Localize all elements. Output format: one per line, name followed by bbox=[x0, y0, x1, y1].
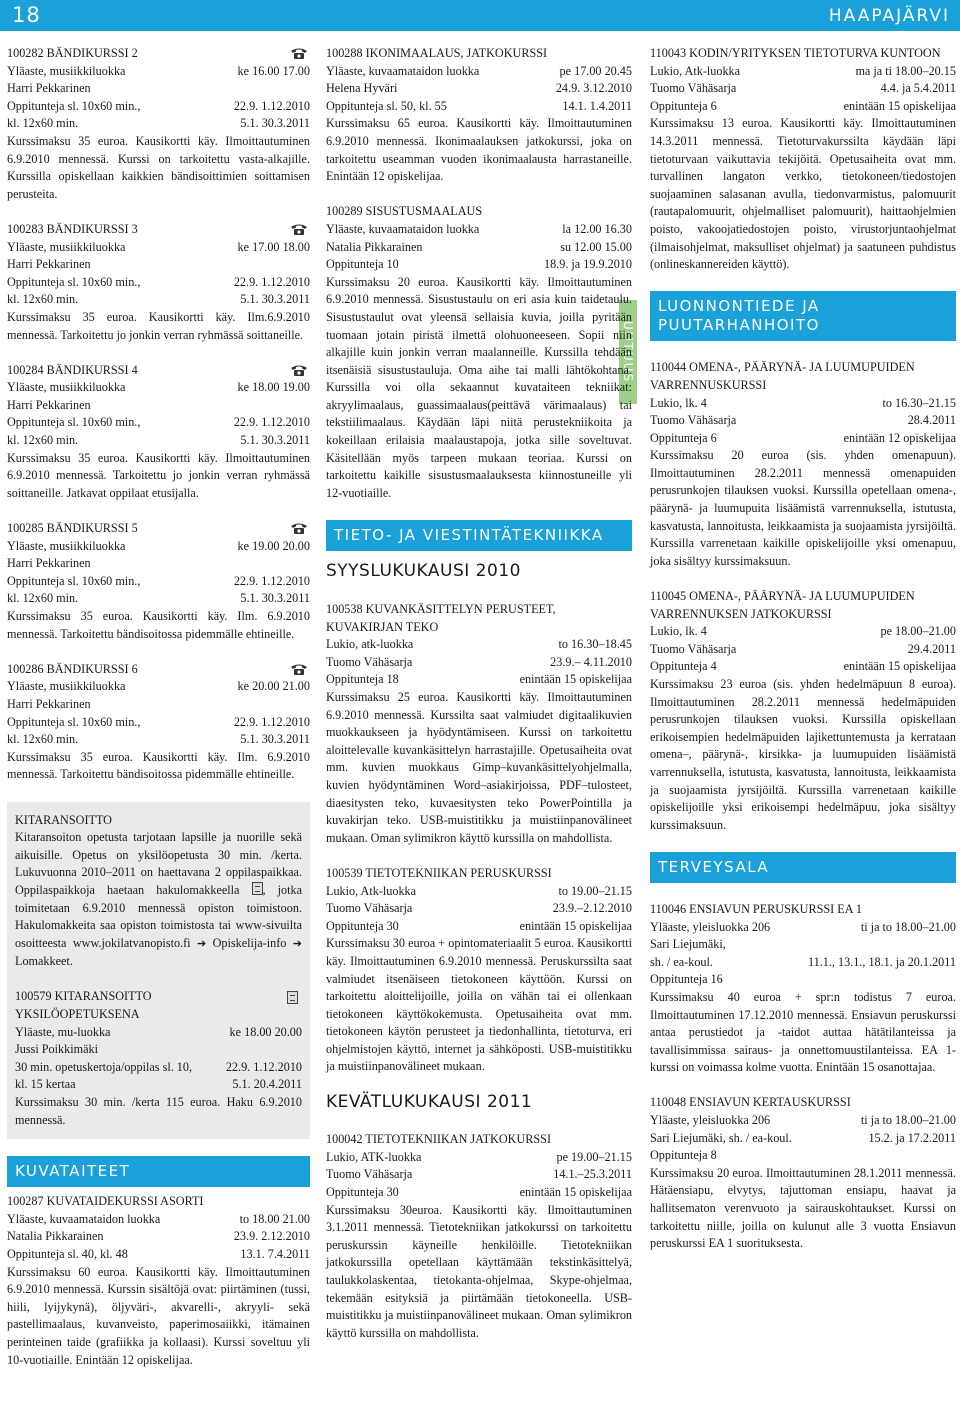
course-text: Sari Liejumäki, bbox=[650, 937, 726, 952]
course-text: Harri Pekkarinen bbox=[7, 257, 91, 272]
detail-right: 14.1.–25.3.2011 bbox=[553, 1167, 632, 1182]
course-text: Kurssimaksu 30 min. /kerta 115 euroa. Haku 6.9.2010 mennessä. bbox=[15, 1095, 302, 1127]
course-text: KUVAKIRJAN TEKO bbox=[326, 619, 439, 634]
course-entry bbox=[7, 221, 310, 344]
course-entry bbox=[650, 901, 956, 1077]
section-nature: LUONNONTIEDE JA PUUTARHANHOITO bbox=[650, 291, 956, 341]
course-detail-row bbox=[650, 430, 956, 448]
course-text: Oppitunteja 8 bbox=[650, 1148, 717, 1163]
course-detail-row bbox=[15, 1076, 302, 1094]
detail-right: 5.1. 30.3.2011 bbox=[240, 732, 310, 747]
detail-left: Oppitunteja sl. 10x60 min., bbox=[7, 714, 141, 729]
arts-course bbox=[7, 1193, 310, 1369]
course-text: Kurssimaksu 25 euroa. Kausikortti käy. Ilmoittautuminen 6.9.2010 mennessä. Kurssilta saat valmiudet digitaalikuvien muokkaukseen ja hyödyntämiseen. Kurssi on tarkoitettu aloittelevalle kuvankäsittelyn harrastajille. Opetusaiheita ovat mm. kuvien muokkaus Gimp–kuvankäsittelyohjelmalla, kuvien hyödyntäminen Word–asiakirjoissa, PDF–tulosteet, diaesitysten teko, kuvaesitysten teko PowerPointilla ja kuvakirjan teko. USB-muistitikku ja muistiinpanovälineet mukaan. Oman sylimikron käyttö kurssilla on mahdollista. bbox=[326, 690, 632, 845]
course-detail-row bbox=[7, 714, 310, 732]
course-detail-row bbox=[326, 900, 632, 918]
course-entry bbox=[326, 203, 632, 502]
detail-left: sh. / ea-koul. bbox=[650, 954, 713, 969]
course-text: 100539 TIETOTEKNIIKAN PERUSKURSSI bbox=[326, 865, 552, 880]
course-entry bbox=[326, 601, 632, 847]
course-text: 100288 IKONIMAALAUS, JATKOKURSSI bbox=[326, 46, 548, 60]
detail-right: enintään 12 opiskelijaa bbox=[843, 430, 956, 445]
course-text: 100579 KITARANSOITTO bbox=[15, 989, 152, 1004]
course-detail-row bbox=[650, 919, 956, 937]
detail-right: ke 18.00 19.00 bbox=[237, 380, 310, 395]
course-detail-row bbox=[7, 538, 310, 556]
detail-left: Yläaste, yleisluokka 206 bbox=[650, 919, 771, 934]
form-icon bbox=[252, 882, 263, 895]
course-text: Kurssimaksu 35 euroa. Kausikortti käy. Ilm. 6.9.2010 mennessä. Tarkoitettu bändisoitossa pidemmälle ehtineille. bbox=[7, 749, 310, 782]
section-ict: TIETO- JA VIESTINTÄTEKNIIKKA bbox=[326, 520, 632, 551]
detail-right: enintään 15 opiskelijaa bbox=[843, 98, 956, 113]
course-text: 110046 ENSIAVUN PERUSKURSSI EA 1 bbox=[650, 901, 862, 916]
detail-left: Natalia Pikkarainen bbox=[7, 1229, 104, 1244]
detail-left: Oppitunteja 4 bbox=[650, 659, 717, 674]
detail-right: to 18.00 21.00 bbox=[239, 1211, 310, 1226]
detail-right: ma ja ti 18.00–20.15 bbox=[855, 63, 956, 78]
detail-right: ke 18.00 20.00 bbox=[229, 1024, 302, 1039]
course-detail-row bbox=[650, 395, 956, 413]
column-middle bbox=[326, 45, 632, 1360]
detail-left: Lukio, lk. 4 bbox=[650, 624, 707, 639]
course-entry bbox=[650, 45, 956, 274]
course-text: Kurssimaksu 35 euroa. Kausikortti käy. Ilmoittautuminen 6.9.2010 mennessä. Tarkoitettu jo jonkin verran ryhmässä soittaneille. Jatkavat oppilaat etusijalla. bbox=[7, 450, 310, 500]
course-entry bbox=[650, 588, 956, 834]
course-text: Harri Pekkarinen bbox=[7, 696, 91, 711]
course-detail-row bbox=[326, 98, 632, 116]
course-text: 100042 TIETOTEKNIIKAN JATKOKURSSI bbox=[326, 1132, 552, 1147]
course-detail-row bbox=[650, 623, 956, 641]
course-text: 110043 KODIN/YRITYKSEN TIETOTURVA KUNTOON bbox=[650, 46, 941, 60]
detail-left: Yläaste, musiikkiluokka bbox=[7, 679, 126, 694]
detail-left: Oppitunteja 18 bbox=[326, 672, 399, 687]
detail-right: to 16.30–18.45 bbox=[558, 637, 632, 652]
course-detail-row bbox=[326, 221, 632, 239]
course-entry bbox=[650, 1094, 956, 1252]
town-name: HAAPAJÄRVI bbox=[828, 6, 950, 26]
detail-right: 5.1. 30.3.2011 bbox=[240, 116, 310, 131]
course-text: 100289 SISUSTUSMAALAUS bbox=[326, 204, 483, 219]
detail-right: ke 16.00 17.00 bbox=[237, 63, 310, 78]
detail-left: Oppitunteja 6 bbox=[650, 98, 717, 113]
course-entry bbox=[326, 865, 632, 1076]
course-detail-row bbox=[15, 1024, 302, 1042]
course-text: Harri Pekkarinen bbox=[7, 556, 91, 571]
detail-right: 22.9. 1.12.2010 bbox=[225, 1059, 302, 1074]
course-entry bbox=[7, 661, 310, 784]
course-entry bbox=[326, 1131, 632, 1342]
arrow-right-icon: ➔ bbox=[292, 937, 302, 950]
course-detail-row bbox=[7, 115, 310, 133]
guitar-course bbox=[15, 988, 302, 1129]
detail-right: 23.9. 2.12.2010 bbox=[233, 1229, 310, 1244]
course-detail-row bbox=[7, 239, 310, 257]
detail-left: Oppitunteja 6 bbox=[650, 430, 717, 445]
detail-left: kl. 12x60 min. bbox=[7, 433, 79, 448]
detail-right: 5.1. 30.3.2011 bbox=[240, 591, 310, 606]
course-detail-row bbox=[7, 590, 310, 608]
guitar-box bbox=[7, 802, 310, 1140]
course-detail-row bbox=[7, 731, 310, 749]
detail-left: 30 min. opetuskertoja/oppilas sl. 10, bbox=[15, 1059, 193, 1074]
detail-left: kl. 12x60 min. bbox=[7, 292, 79, 307]
course-detail-row bbox=[7, 291, 310, 309]
course-text: VARRENNUSKURSSI bbox=[650, 377, 767, 392]
detail-right: 4.4. ja 5.4.2011 bbox=[880, 81, 956, 96]
music-courses bbox=[7, 45, 310, 784]
course-detail-row bbox=[326, 1184, 632, 1202]
detail-left: Oppitunteja sl. 40, kl. 48 bbox=[7, 1247, 128, 1261]
course-text: YKSILÖOPETUKSENA bbox=[15, 1007, 140, 1022]
detail-left: Yläaste, musiikkiluokka bbox=[7, 380, 126, 395]
detail-left: kl. 12x60 min. bbox=[7, 591, 79, 606]
course-text: Kurssimaksu 20 euroa. Ilmoittautuminen 28.1.2011 mennessä. Hätäensiapu, elvytys, tajuttoman ensiapu, haavat ja hallitsematon verenvuoto ja sairauskohtaukset. Kurssi on tarkoitettu niille, joilla on kulunut alle 3 vuotta Ensiavun peruskurssi EA 1 suorituksesta. bbox=[650, 1165, 956, 1251]
course-detail-row bbox=[15, 1059, 302, 1077]
course-entry bbox=[7, 45, 310, 203]
detail-left: Oppitunteja sl. 10x60 min., bbox=[7, 573, 141, 588]
detail-right: 5.1. 30.3.2011 bbox=[240, 292, 310, 307]
course-detail-row bbox=[7, 1228, 310, 1246]
detail-left: Yläaste, kuvaamataidon luokka bbox=[326, 221, 480, 236]
detail-left: Yläaste, musiikkiluokka bbox=[7, 239, 126, 254]
detail-right: 11.1., 13.1., 18.1. ja 20.1.2011 bbox=[807, 954, 956, 969]
course-text: Kurssimaksu 20 euroa. Kausikortti käy. Ilmoittautuminen 6.9.2010 mennessä. Sisustustaulu on eri asia kuin taidetaulu. Sisustustaulut ovat yleensä sellaisia kuvia, joilla pyritään tuomaan jotain piristä ilmettä olohuoneeseen. Sopii niin alkajille kuin jonkin verran maalanneille. Kurssilla tehdään itsenäisiä sisustustauluja. Oma aihe tai malli lähtökohtana. Kurssilla voi olla sekaannut kuvataiteen tekniikat: akryylimaalaus, guassimaalaus(peittävä värimaalaus) tai tekstiilimaalaus. Käydään läpi niitä perustekniikoita ja kokeillaan erilaisia maalaustapoja, jotka sille soveltuvat. Käsitellään myös tarpeen mukaan teoriaa. Kurssi on tarkoitettu kaikille sisustusmaalauksesta kiinnostuneille yli 12-vuotiaille. bbox=[326, 274, 632, 500]
course-detail-row bbox=[650, 98, 956, 116]
phone-icon bbox=[290, 663, 308, 675]
course-detail-row bbox=[326, 256, 632, 274]
course-text: VARRENNUKSEN JATKOKURSSI bbox=[650, 606, 832, 621]
detail-right: 5.1. 30.3.2011 bbox=[240, 433, 310, 448]
detail-right: ke 20.00 21.00 bbox=[237, 679, 310, 694]
course-entry bbox=[7, 362, 310, 503]
season-autumn-2010: SYYSLUKUKAUSI 2010 bbox=[326, 561, 521, 582]
course-detail-row bbox=[326, 883, 632, 901]
course-text: 100287 KUVATAIDEKURSSI ASORTI bbox=[7, 1194, 204, 1209]
column-right bbox=[650, 45, 956, 1270]
arrow-right-icon: ➔ bbox=[196, 937, 207, 950]
course-text: 100285 BÄNDIKURSSI 5 bbox=[7, 521, 138, 536]
course-detail-row bbox=[7, 414, 310, 432]
detail-right: enintään 15 opiskelijaa bbox=[519, 1185, 632, 1200]
detail-right: enintään 15 opiskelijaa bbox=[843, 659, 956, 674]
course-detail-row bbox=[326, 654, 632, 672]
detail-right: to 19.00–21.15 bbox=[558, 883, 632, 898]
course-detail-row bbox=[326, 636, 632, 654]
course-detail-row bbox=[650, 1130, 956, 1148]
course-detail-row bbox=[7, 63, 310, 81]
detail-left: Oppitunteja 30 bbox=[326, 918, 399, 933]
course-text: 100282 BÄNDIKURSSI 2 bbox=[7, 46, 138, 60]
detail-right: 14.1. 1.4.2011 bbox=[562, 98, 632, 113]
detail-right: 22.9. 1.12.2010 bbox=[233, 98, 310, 113]
detail-left: Yläaste, kuvaamataidon luokka bbox=[7, 1211, 161, 1226]
detail-right: 15.2. ja 17.2.2011 bbox=[868, 1130, 956, 1145]
detail-left: Lukio, atk-luokka bbox=[326, 637, 414, 652]
phone-icon bbox=[290, 47, 308, 59]
course-text: Kurssimaksu 60 euroa. Kausikortti käy. Ilmoittautuminen 6.9.2010 mennessä. Kurssin sisältöjä ovat: piirtäminen (tussi, hiili, lyijykynä), öljyväri-, akvarelli-, akryyli- sekä pastellimaalaus, kuvanveisto, paperimosaiikki, itämainen perinteinen taide (grafiikka ja kollaasi). Kurssi soveltuu yli 10-vuotiaille. Enintään 12 opiskelijaa. bbox=[7, 1264, 310, 1367]
course-detail-row bbox=[326, 918, 632, 936]
detail-right: 13.1. 7.4.2011 bbox=[240, 1247, 310, 1261]
detail-right: ke 19.00 20.00 bbox=[237, 538, 310, 553]
detail-left: Yläaste, musiikkiluokka bbox=[7, 63, 126, 78]
detail-right: 22.9. 1.12.2010 bbox=[233, 714, 310, 729]
course-text: Kurssimaksu 35 euroa. Kausikortti käy. Ilm. 6.9.2010 mennessä. Tarkoitettu bändisoitossa pidemmälle ehtineille. bbox=[7, 609, 310, 641]
detail-left: Oppitunteja sl. 50, kl. 55 bbox=[326, 98, 447, 113]
detail-right: 29.4.2011 bbox=[907, 641, 956, 656]
detail-left: Tuomo Vähäsarja bbox=[650, 641, 737, 656]
detail-right: to 16.30–21.15 bbox=[882, 395, 956, 410]
course-text: 100284 BÄNDIKURSSI 4 bbox=[7, 362, 138, 377]
detail-left: Lukio, ATK-luokka bbox=[326, 1149, 422, 1164]
course-detail-row bbox=[650, 641, 956, 659]
detail-right: pe 19.00–21.15 bbox=[556, 1149, 632, 1164]
page-header-bar bbox=[0, 0, 960, 31]
detail-left: kl. 12x60 min. bbox=[7, 116, 79, 131]
detail-right: 28.4.2011 bbox=[907, 413, 956, 428]
detail-right: su 12.00 15.00 bbox=[560, 239, 632, 254]
detail-right: enintään 15 opiskelijaa bbox=[519, 918, 632, 933]
course-detail-row bbox=[7, 1246, 310, 1264]
course-text: Harri Pekkarinen bbox=[7, 81, 91, 96]
course-text: Kurssimaksu 30 euroa + opintomateriaalit 5 euroa. Kausikortti käy. Ilmoittautuminen 6.9.2010 mennessä. Peruskurssilta saat valmiudet itsenäiseen tietokoneen käyttöön. Kurssi on tarkoitettu aloittelijoille, joilla on vähän tai ei ollenkaan tietokoneen käyttökokemusta. Opetusaiheita ovat mm. tietokoneen käytön perusteet ja tiedonhallinta, tietoturva, eri ohjelmistojen käyttö, internet ja sähköposti. USB-muistitikku ja muistiinpanovälineet mukaan. bbox=[326, 936, 632, 1074]
detail-right: 22.9. 1.12.2010 bbox=[233, 573, 310, 588]
course-detail-row bbox=[650, 1112, 956, 1130]
course-text: Kurssimaksu 20 euroa (sis. yhden omenapuun). Ilmoittautuminen 28.2.2011 mennessä omenapuiden perusrunkojen tilauksen vuoksi. Kurssilla opetellaan omena-, päärynä- ja luumupuita lisäämistä varrennuksella, istutusta, kasvatusta, lannoitusta, leikkaamista ja suojaamista jyrsijöiltä. Kurssilla varrenetaan kaikille opiskelijoille yksi omenapuu, joka sisältyy kurssimaksuun. bbox=[650, 448, 956, 568]
phone-icon bbox=[290, 223, 308, 235]
detail-left: kl. 12x60 min. bbox=[7, 732, 79, 747]
detail-left: Yläaste, yleisluokka 206 bbox=[650, 1113, 771, 1128]
detail-left: Tuomo Vähäsarja bbox=[650, 81, 737, 96]
course-text: Kurssimaksu 35 euroa. Kausikortti käy. Ilm.6.9.2010 mennessä. Tarkoitettu jo jonkin verran ryhmässä soittaneille. bbox=[7, 309, 310, 342]
detail-left: Oppitunteja 10 bbox=[326, 257, 399, 272]
course-text: 110045 OMENA-, PÄÄRYNÄ- JA LUUMUPUIDEN bbox=[650, 589, 915, 604]
course-entry bbox=[326, 45, 632, 186]
detail-left: Yläaste, kuvaamataidon luokka bbox=[326, 63, 480, 78]
course-text: Oppitunteja 16 bbox=[650, 972, 723, 987]
guitar-title: KITARANSOITTO bbox=[15, 812, 112, 827]
course-detail-row bbox=[326, 80, 632, 98]
course-detail-row bbox=[650, 80, 956, 98]
course-detail-row bbox=[326, 1166, 632, 1184]
course-detail-row bbox=[650, 412, 956, 430]
course-detail-row bbox=[650, 658, 956, 676]
detail-left: Helena Hyväri bbox=[326, 81, 398, 96]
detail-right: ti ja to 18.00–21.00 bbox=[860, 919, 956, 934]
detail-right: 22.9. 1.12.2010 bbox=[233, 415, 310, 430]
course-text: Kurssimaksu 65 euroa. Kausikortti käy. Ilmoittautuminen 6.9.2010 mennessä. Ikonimaalauksen jatkokurssi, joka on tarkoitettu useamman vuoden ikonimaalausta harrastaneille. Enintään 12 opiskelijaa. bbox=[326, 116, 632, 184]
detail-left: Oppitunteja sl. 10x60 min., bbox=[7, 274, 141, 289]
detail-left: Lukio, Atk-luokka bbox=[650, 63, 741, 78]
course-text: 100286 BÄNDIKURSSI 6 bbox=[7, 661, 138, 676]
detail-left: Oppitunteja sl. 10x60 min., bbox=[7, 415, 141, 430]
course-detail-row bbox=[650, 63, 956, 81]
detail-right: enintään 15 opiskelijaa bbox=[519, 672, 632, 687]
detail-right: 24.9. 3.12.2010 bbox=[555, 81, 632, 96]
detail-left: Yläaste, musiikkiluokka bbox=[7, 538, 126, 553]
detail-left: Tuomo Vähäsarja bbox=[326, 654, 413, 669]
course-detail-row bbox=[326, 1149, 632, 1167]
phone-icon bbox=[290, 522, 308, 534]
page-number: 18 bbox=[12, 3, 41, 27]
season-spring-2011: KEVÄTLUKUKAUSI 2011 bbox=[326, 1091, 533, 1112]
detail-left: Natalia Pikkarainen bbox=[326, 239, 423, 254]
guitar-info: Kitaransoiton opetusta tarjotaan lapsille ja nuorille sekä aikuisille. Opetus on yksilöopetusta 30 min. /kerta. Lukuvuonna 2010–2011 on haettavana 2 oppilaspaikkaa. Oppilaspaikkoja haetaan hakulomakkeella , jotka toimitetaan 6.9.2010 mennessä opiston toimistoon. Hakulomakkeita saa opiston toimistosta tai www-sivuilta osoitteesta www.jokilatvanopisto.fi ➔ Opiskelija-info ➔ Lomakkeet. bbox=[15, 830, 303, 969]
course-text: 100538 KUVANKÄSITTELYN PERUSTEET, bbox=[326, 602, 556, 617]
detail-left: Tuomo Vähäsarja bbox=[326, 901, 413, 916]
detail-right: la 12.00 16.30 bbox=[562, 221, 632, 236]
detail-right: pe 17.00 20.45 bbox=[559, 63, 632, 78]
new-badge-label: UUTUUS bbox=[621, 320, 635, 384]
course-text: 110044 OMENA-, PÄÄRYNÄ- JA LUUMUPUIDEN bbox=[650, 360, 915, 375]
detail-right: 5.1. 20.4.2011 bbox=[232, 1077, 302, 1092]
course-detail-row bbox=[650, 954, 956, 972]
course-text: Kurssimaksu 40 euroa + spr:n todistus 7 euroa. Ilmoittautuminen 17.12.2010 mennessä. Ensiavun peruskurssi antaa perustiedot ja -taidot auttaa hätätilanteissa ja tavallisimmissa sairaus- ja onnettomuustilanteissa. EA 1-kurssi on voimassa kolme vuotta. Enintään 15 osanottajaa. bbox=[650, 989, 956, 1075]
phone-icon bbox=[290, 364, 308, 376]
detail-right: ti ja to 18.00–21.00 bbox=[860, 1113, 956, 1128]
course-text: Kurssimaksu 23 euroa (sis. yhden hedelmäpuun 8 euroa). Ilmoittautuminen 28.2.2011 mennessä hedelmäpuiden perusrunkojen tilauksen vuoksi. Kurssilla opiskellaan erikoisempien hedelmäpuiden lajikettuntemusta ja kerrataan omena–, päärynä-, kirsikka- ja luumupuiden lisäämistä varrennuksella, istutusta, kasvatusta, lannoitusta, leikkaamista ja suojaamista jyrsijöiltä. Kurssilla varrenetaan kaikille opiskelijoille yksi erikoisempi hedelmäpuu, joka sisältyy kurssimaksuun. bbox=[650, 677, 956, 832]
course-detail-row bbox=[7, 274, 310, 292]
course-detail-row bbox=[7, 379, 310, 397]
section-arts: KUVATAITEET bbox=[7, 1156, 310, 1187]
course-text: Kurssimaksu 13 euroa. Kausikortti käy. Ilmoittautuminen 14.3.2011 mennessä. Tietoturvakurssilta käydään läpi tietoturvaan vaikuttavia tekijöitä. Opetusaiheita ovat mm. turvallinen langaton verkko, tietokoneen/tiedostojen suojaaminen salasanan avulla, tiedonvarmistus, palomuurit (rautapalomuurit, ohjelmalliset palomuurit), haittaohjelmien poisto, vakoojatiedostojen poisto, virustorjuntaohjelmat (ilmaisohjelmat, maksulliset ohjelmat) ja saatuneen puhdistus (onlineskannereiden käyttö). bbox=[650, 116, 956, 272]
course-text: Jussi Poikkimäki bbox=[15, 1042, 98, 1057]
course-text: 100283 BÄNDIKURSSI 3 bbox=[7, 221, 138, 236]
detail-left: kl. 15 kertaa bbox=[15, 1077, 76, 1092]
course-detail-row bbox=[326, 63, 632, 81]
column-left bbox=[7, 45, 310, 1369]
section-health: TERVEYSALA bbox=[650, 852, 956, 883]
course-detail-row bbox=[7, 98, 310, 116]
course-detail-row bbox=[7, 678, 310, 696]
detail-right: ke 17.00 18.00 bbox=[237, 239, 310, 254]
detail-right: pe 18.00–21.00 bbox=[880, 624, 956, 639]
course-text: Harri Pekkarinen bbox=[7, 397, 91, 412]
course-detail-row bbox=[7, 432, 310, 450]
detail-left: Sari Liejumäki, sh. / ea-koul. bbox=[650, 1130, 792, 1145]
detail-right: 22.9. 1.12.2010 bbox=[233, 274, 310, 289]
form-icon bbox=[287, 991, 298, 1004]
course-detail-row bbox=[326, 239, 632, 257]
course-detail-row bbox=[7, 1211, 310, 1229]
course-text: Kurssimaksu 35 euroa. Kausikortti käy. Ilmoittautuminen 6.9.2010 mennessä. Kurssi on tarkoitettu vasta-alkajille. Kurssilla opiskellaan kaikkien bändisoittimien soittamisen perusteita. bbox=[7, 133, 310, 201]
detail-left: Tuomo Vähäsarja bbox=[650, 413, 737, 428]
course-entry bbox=[7, 520, 310, 643]
detail-left: Tuomo Vähäsarja bbox=[326, 1167, 413, 1182]
course-text: Kurssimaksu 30euroa. Kausikortti käy. Ilmoittautuminen 3.1.2011 mennessä. Tietotekniikan jatkokurssi on tarkoitettu peruskurssin käyneille henkilöille. Tietotekniikan jatkokurssilla opetellaan käyttämään tekstinkäsittelyä, taulukkolaskentaa, tietokanta-ohjelmaa, Skype-ohjelmaa, tekemään esityksiä ja piirtämään tietokoneella. USB-muistitikku ja muistiinpanovälineet mukaan. Oman sylimikron käyttö kurssilla on mahdollista. bbox=[326, 1202, 633, 1340]
course-entry bbox=[650, 359, 956, 570]
detail-left: Oppitunteja sl. 10x60 min., bbox=[7, 98, 141, 113]
course-detail-row bbox=[326, 671, 632, 689]
detail-right: 23.9.–2.12.2010 bbox=[552, 901, 632, 916]
course-detail-row bbox=[7, 573, 310, 591]
detail-right: 18.9. ja 19.9.2010 bbox=[543, 257, 632, 272]
detail-left: Lukio, lk. 4 bbox=[650, 395, 707, 410]
detail-left: Lukio, Atk-luokka bbox=[326, 883, 417, 898]
detail-left: Yläaste, mu-luokka bbox=[15, 1024, 111, 1039]
course-text: 110048 ENSIAVUN KERTAUSKURSSI bbox=[650, 1095, 851, 1110]
detail-left: Oppitunteja 30 bbox=[326, 1185, 399, 1200]
detail-right: 23.9.– 4.11.2010 bbox=[550, 654, 632, 669]
